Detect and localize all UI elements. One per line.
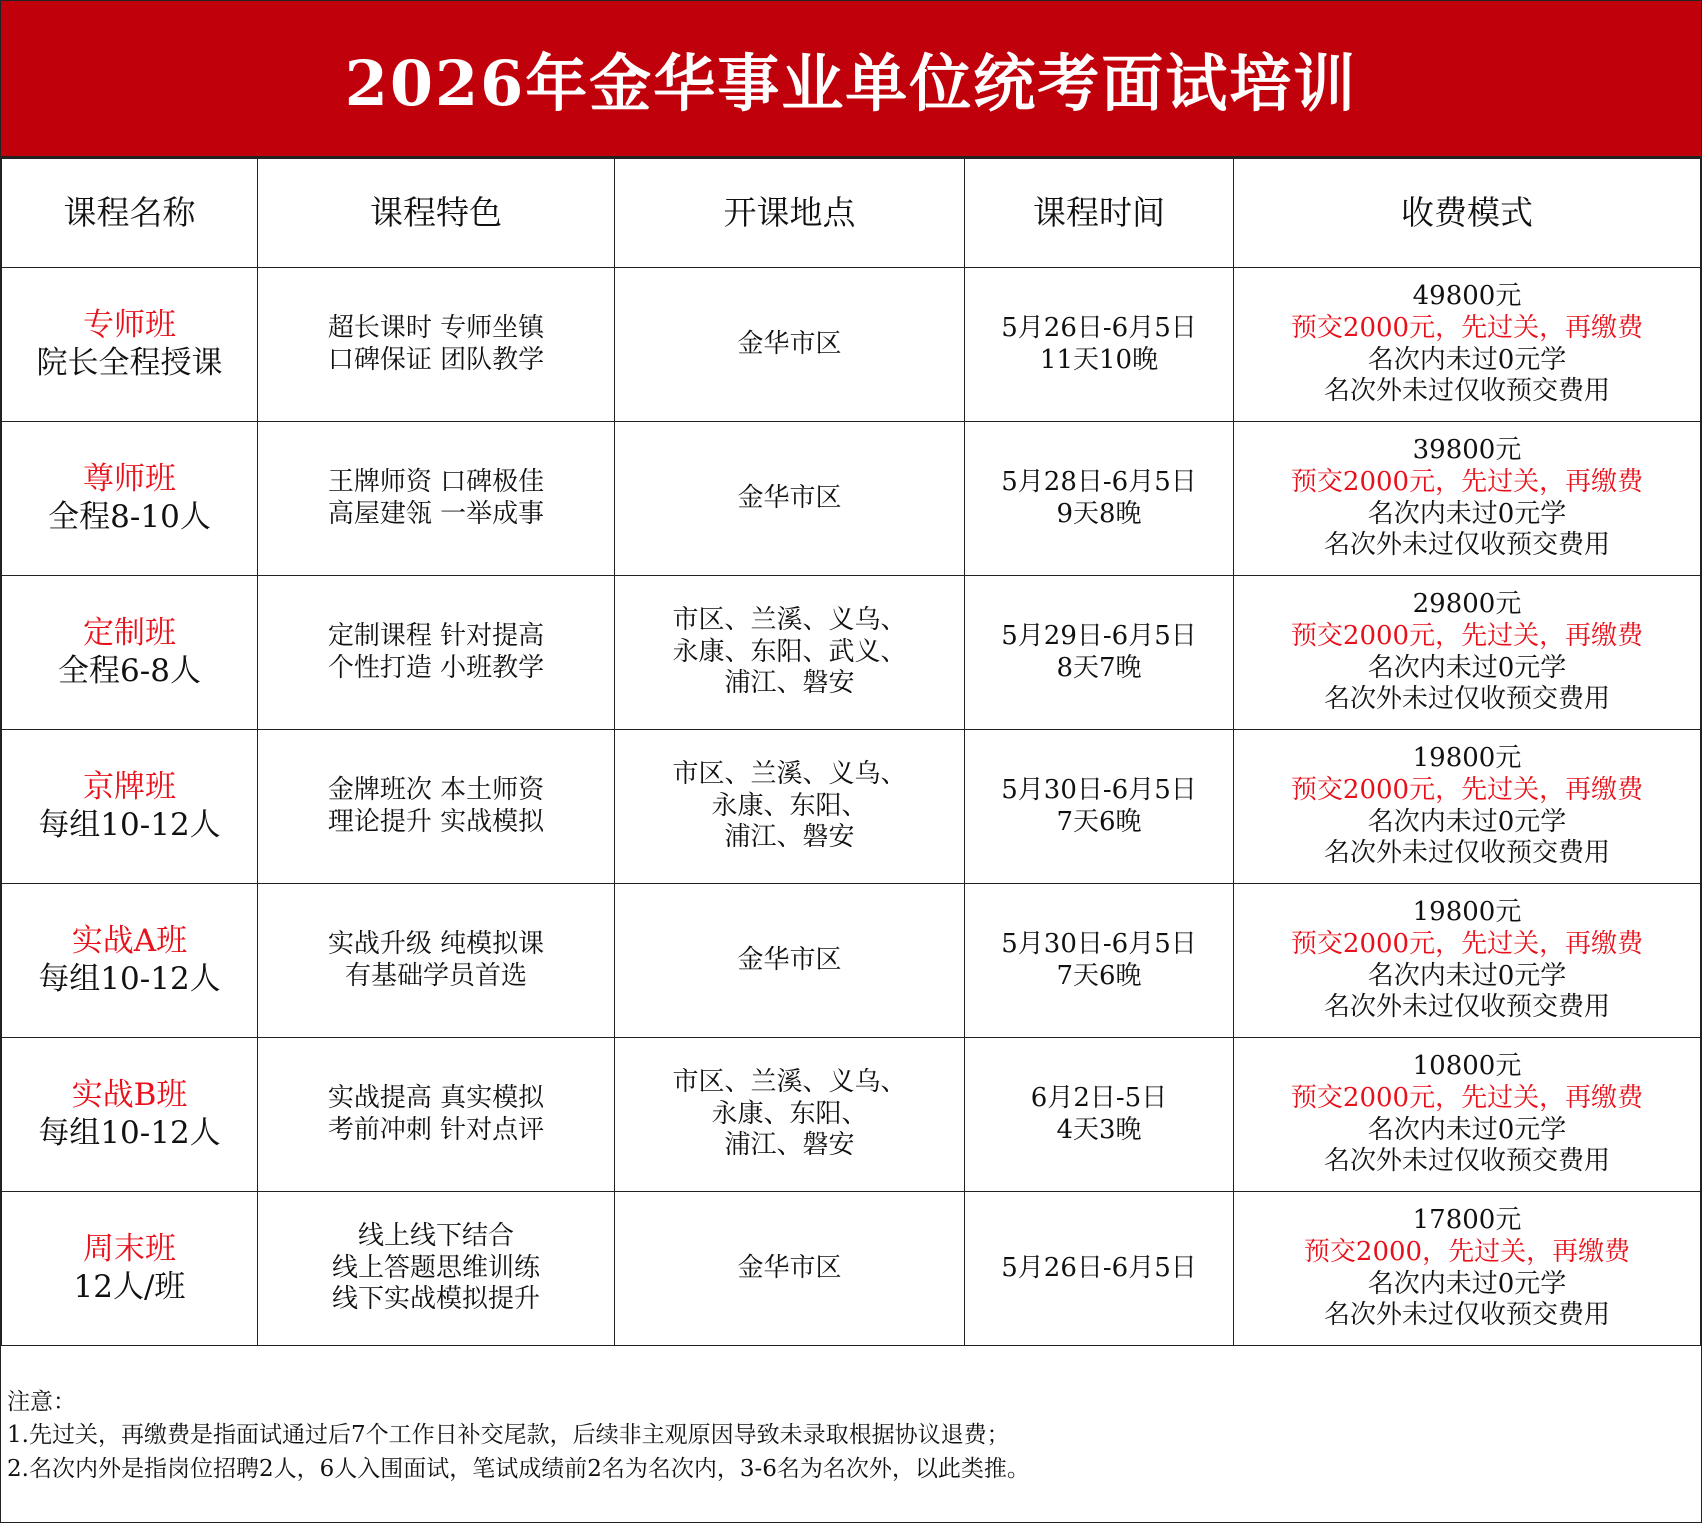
course-name-cell [2, 1192, 258, 1346]
time-line: 6月2日-5日 [1030, 1082, 1168, 1113]
course-time-cell [965, 1038, 1234, 1192]
fee-condition: 名次外未过仅收预交费用 [1323, 1146, 1610, 1177]
fee-prepay-note: 预交2000元，先过关，再缴费 [1290, 620, 1644, 651]
fee-prepay-note: 预交2000，先过关，再缴费 [1303, 1236, 1631, 1267]
location-cell [615, 422, 965, 576]
fee-condition: 名次内未过0元学 [1367, 1114, 1567, 1145]
fee-condition: 名次外未过仅收预交费用 [1323, 530, 1610, 561]
page-title: 2026年金华事业单位统考面试培训 [344, 47, 1358, 120]
location-line: 金华市区 [737, 1252, 842, 1283]
fee-cell [1234, 1038, 1701, 1192]
fee-price: 19800元 [1412, 897, 1522, 928]
location-cell [615, 1038, 965, 1192]
table-row [2, 884, 1701, 1038]
location-line: 永康、东阳、 [711, 790, 868, 821]
course-time-cell [965, 730, 1234, 884]
fee-condition: 名次内未过0元学 [1367, 960, 1567, 991]
location-cell [615, 884, 965, 1038]
note-item: 2.名次内外是指岗位招聘2人，6人入围面试，笔试成绩前2名为名次内，3-6名为名次外，以此类推。 [7, 1455, 1030, 1482]
fee-condition: 名次内未过0元学 [1367, 344, 1567, 375]
fee-price: 29800元 [1412, 589, 1522, 620]
feature-line: 实战提高 真实模拟 [327, 1082, 545, 1113]
fee-condition: 名次外未过仅收预交费用 [1323, 992, 1610, 1023]
course-table [1, 158, 1701, 1346]
time-line: 5月26日-6月5日 [1001, 1252, 1197, 1283]
fee-condition: 名次内未过0元学 [1367, 806, 1567, 837]
location-line: 永康、东阳、武义、 [672, 636, 907, 667]
fee-cell [1234, 576, 1701, 730]
fee-condition: 名次内未过0元学 [1367, 652, 1567, 683]
time-line: 9天8晚 [1056, 498, 1142, 529]
time-line: 7天6晚 [1056, 960, 1142, 991]
course-subtitle: 每组10-12人 [38, 806, 221, 843]
fee-price: 39800元 [1412, 435, 1522, 466]
fee-prepay-note: 预交2000元，先过关，再缴费 [1290, 774, 1644, 805]
course-name: 实战B班 [71, 1076, 188, 1113]
course-name-cell [2, 730, 258, 884]
course-time-cell [965, 422, 1234, 576]
feature-line: 线上答题思维训练 [331, 1252, 540, 1283]
course-subtitle: 每组10-12人 [38, 960, 221, 997]
course-features-cell [258, 1192, 615, 1346]
course-name-cell [2, 576, 258, 730]
header-location: 开课地点 [615, 159, 965, 268]
course-time-cell [965, 576, 1234, 730]
feature-line: 线上线下结合 [357, 1220, 514, 1251]
feature-line: 个性打造 小班教学 [327, 652, 545, 683]
header-row [2, 159, 1701, 268]
course-name: 专师班 [83, 306, 176, 343]
feature-line: 金牌班次 本土师资 [327, 774, 545, 805]
feature-line: 理论提升 实战模拟 [327, 806, 545, 837]
feature-line: 定制课程 针对提高 [327, 620, 545, 651]
course-name-cell [2, 1038, 258, 1192]
time-line: 4天3晚 [1056, 1114, 1142, 1145]
location-line: 永康、东阳、 [711, 1098, 868, 1129]
course-subtitle: 12人/班 [73, 1268, 186, 1305]
course-subtitle: 全程6-8人 [58, 652, 201, 689]
fee-prepay-note: 预交2000元，先过关，再缴费 [1290, 928, 1644, 959]
location-cell [615, 268, 965, 422]
table-row [2, 576, 1701, 730]
feature-line: 王牌师资 口碑极佳 [327, 466, 545, 497]
fee-price: 49800元 [1412, 281, 1522, 312]
header-course-time: 课程时间 [965, 159, 1234, 268]
time-line: 5月28日-6月5日 [1001, 466, 1197, 497]
feature-line: 有基础学员首选 [344, 960, 527, 991]
fee-cell [1234, 422, 1701, 576]
time-line: 7天6晚 [1056, 806, 1142, 837]
location-line: 浦江、磐安 [724, 668, 855, 699]
course-subtitle: 每组10-12人 [38, 1114, 221, 1151]
notes-heading: 注意： [7, 1389, 76, 1415]
course-features-cell [258, 1038, 615, 1192]
table-row [2, 422, 1701, 576]
course-subtitle: 院长全程授课 [36, 344, 223, 381]
fee-prepay-note: 预交2000元，先过关，再缴费 [1290, 1082, 1644, 1113]
fee-cell [1234, 1192, 1701, 1346]
table-row [2, 1192, 1701, 1346]
fee-price: 19800元 [1412, 743, 1522, 774]
fee-condition: 名次外未过仅收预交费用 [1323, 684, 1610, 715]
location-line: 浦江、磐安 [724, 822, 855, 853]
feature-line: 高屋建瓴 一举成事 [327, 498, 545, 529]
feature-line: 超长课时 专师坐镇 [327, 312, 545, 343]
fee-condition: 名次内未过0元学 [1367, 1268, 1567, 1299]
title-banner [1, 1, 1701, 158]
location-cell [615, 576, 965, 730]
fee-condition: 名次外未过仅收预交费用 [1323, 1300, 1610, 1331]
course-name: 京牌班 [83, 768, 176, 805]
fee-price: 17800元 [1412, 1205, 1522, 1236]
course-features-cell [258, 576, 615, 730]
fee-condition: 名次内未过0元学 [1367, 498, 1567, 529]
course-features-cell [258, 422, 615, 576]
header-course-features: 课程特色 [258, 159, 615, 268]
course-features-cell [258, 884, 615, 1038]
location-line: 市区、兰溪、义乌、 [672, 604, 907, 635]
location-line: 金华市区 [737, 482, 842, 513]
time-line: 5月30日-6月5日 [1001, 774, 1197, 805]
course-name-cell [2, 884, 258, 1038]
time-line: 5月29日-6月5日 [1001, 620, 1197, 651]
fee-cell [1234, 268, 1701, 422]
header-fee-mode: 收费模式 [1234, 159, 1701, 268]
table-row [2, 268, 1701, 422]
course-subtitle: 全程8-10人 [48, 498, 211, 535]
location-line: 金华市区 [737, 944, 842, 975]
course-name: 尊师班 [83, 460, 176, 497]
course-features-cell [258, 730, 615, 884]
fee-cell [1234, 730, 1701, 884]
course-name: 周末班 [83, 1230, 176, 1267]
note-item: 1.先过关，再缴费是指面试通过后7个工作日补交尾款，后续非主观原因导致未录取根据协议退费； [7, 1422, 1010, 1449]
fee-condition: 名次外未过仅收预交费用 [1323, 376, 1610, 407]
location-line: 市区、兰溪、义乌、 [672, 758, 907, 789]
time-line: 5月26日-6月5日 [1001, 312, 1197, 343]
location-line: 浦江、磐安 [724, 1130, 855, 1161]
course-name-cell [2, 422, 258, 576]
course-name: 定制班 [83, 614, 176, 651]
fee-prepay-note: 预交2000元，先过关，再缴费 [1290, 466, 1644, 497]
location-line: 金华市区 [737, 328, 842, 359]
course-name-cell [2, 268, 258, 422]
fee-prepay-note: 预交2000元，先过关，再缴费 [1290, 312, 1644, 343]
course-time-cell [965, 884, 1234, 1038]
notes-section [1, 1346, 1701, 1486]
location-cell [615, 730, 965, 884]
location-line: 市区、兰溪、义乌、 [672, 1066, 907, 1097]
fee-price: 10800元 [1412, 1051, 1522, 1082]
feature-line: 实战升级 纯模拟课 [327, 928, 545, 959]
fee-condition: 名次外未过仅收预交费用 [1323, 838, 1610, 869]
course-time-cell [965, 268, 1234, 422]
time-line: 11天10晚 [1039, 344, 1159, 375]
table-row [2, 730, 1701, 884]
fee-cell [1234, 884, 1701, 1038]
course-features-cell [258, 268, 615, 422]
course-name: 实战A班 [71, 922, 188, 959]
location-cell [615, 1192, 965, 1346]
time-line: 5月30日-6月5日 [1001, 928, 1197, 959]
feature-line: 口碑保证 团队教学 [327, 344, 545, 375]
table-row [2, 1038, 1701, 1192]
header-course-name: 课程名称 [2, 159, 258, 268]
time-line: 8天7晚 [1056, 652, 1142, 683]
course-time-cell [965, 1192, 1234, 1346]
feature-line: 考前冲刺 针对点评 [327, 1114, 545, 1145]
feature-line: 线下实战模拟提升 [331, 1284, 540, 1315]
